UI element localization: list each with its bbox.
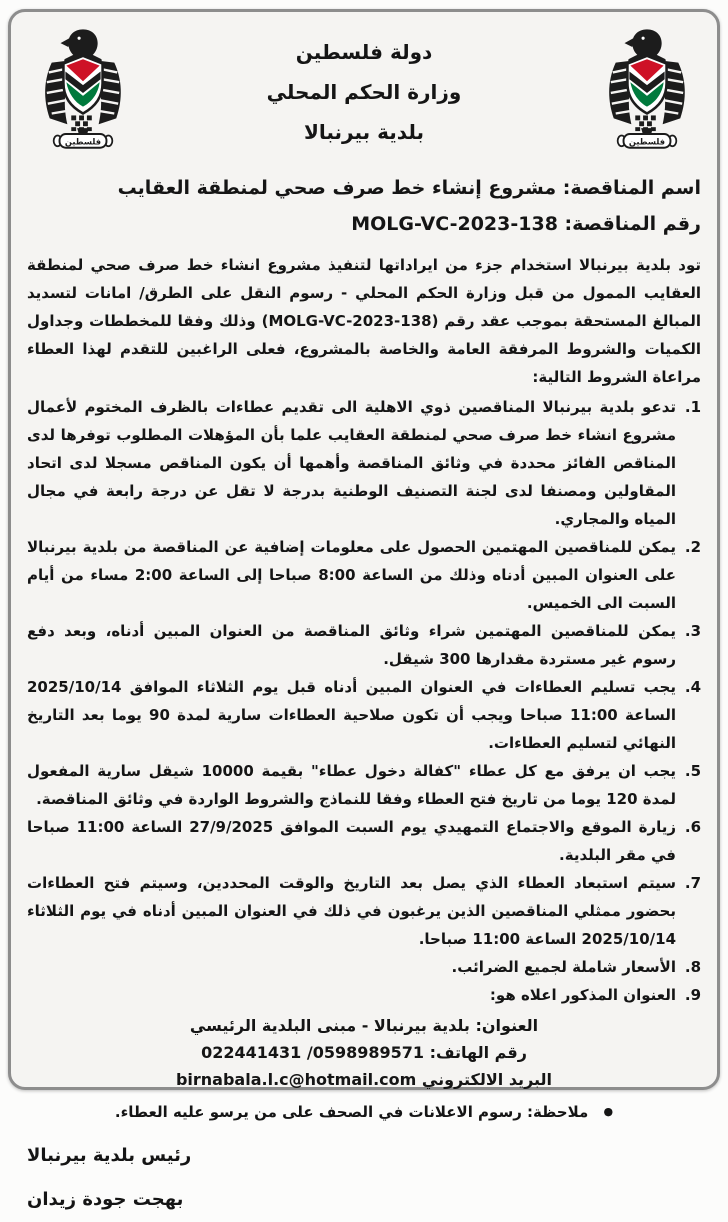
emblem-banner-text: فلسطين [64,136,102,147]
condition-number: 3. [684,622,701,640]
signature-title: رئيس بلدية بيرنبالا [27,1145,192,1166]
conditions-list [27,393,701,1009]
note-line [27,1100,701,1124]
condition-item [27,869,701,953]
email-address: birnabala.l.c@hotmail.com [175,1070,417,1089]
signature-name: بهجت جودة زيدان [27,1189,184,1210]
contact-address: العنوان: بلدية بيرنبالا - مبنى البلدية الرئيسي [189,1016,539,1035]
tender-number-line: رقم المناقصة: MOLG-VC-2023-138 [351,213,701,235]
condition-text: يمكن للمناقصين المهتمين شراء وثائق المناقصة من العنوان المبين أدناه، وبعد دفع رسوم غير مستردة مقدارها 300 شيقل. [27,622,676,668]
condition-text: العنوان المذكور اعلاه هو: [489,986,676,1004]
tender-name-line: اسم المناقصة: مشروع إنشاء خط صرف صحي لمنطقة العقايب [117,177,701,199]
condition-number: 5. [684,762,701,780]
condition-number: 8. [684,958,701,976]
emblem-banner-text: فلسطين [628,136,666,147]
condition-item [27,533,701,617]
condition-item [27,953,701,981]
header-titles [27,22,701,144]
condition-text: يجب تسليم العطاءات في العنوان المبين أدناه قبل يوم الثلاثاء الموافق 2025/10/14 الساعة 11:00 صباحا ويجب أن تكون صلاحية العطاءات سارية لمدة 90 يوما بعد التاريخ النهائي لتسليم العطاءات. [27,678,676,752]
condition-number: 9. [684,986,701,1004]
announcement-card [8,9,720,1210]
condition-item [27,673,701,757]
contact-email-line [27,1066,701,1093]
intro-paragraph: تود بلدية بيرنبالا استخدام جزء من ايراداتها لتنفيذ مشروع انشاء خط صرف صحي لمنطقة العقايب الممول من قبل وزارة الحكم المحلي - رسوم النقل على الطرق/ امانات لتسديد المبالغ المستحقة بموجب عقد رقم (MOLG-VC-2023-138) وذلك وفقا للمخططات وجداول الكميات والشروط المرفقة العامة والخاصة بالمشروع، فعلى الراغبين للتقدم لهذا العطاء مراعاة الشروط التالية: [27,256,701,386]
ministry-title: وزارة الحكم المحلي [266,80,462,104]
condition-number: 7. [684,874,701,892]
condition-number: 6. [684,818,701,836]
condition-item [27,813,701,869]
condition-text: يجب ان يرفق مع كل عطاء "كفالة دخول عطاء" بقيمة 10000 شيقل سارية المفعول لمدة 120 يوما من تاريخ فتح العطاء وفقا للنماذج والشروط الواردة في وثائق المناقصة. [27,762,676,808]
note-text: ملاحظة: رسوم الاعلانات في الصحف على من يرسو عليه العطاء. [114,1103,589,1121]
condition-number: 2. [684,538,701,556]
condition-text: يمكن للمناقصين المهتمين الحصول على معلومات إضافية عن المناقصة من بلدية بيرنبالا على العنوان المبين أدناه وذلك من الساعة 8:00 صباحا إلى الساعة 2:00 مساء من أيام السبت الى الخميس. [27,538,676,612]
condition-text: سيتم استبعاد العطاء الذي يصل بعد التاريخ والوقت المحددين، وسيتم فتح العطاءات بحضور ممثلي المناقصين الذين يرغبون في ذلك في العنوان المبين أدناه في يوم الثلاثاء 2025/10/14 الساعة 11:00 صباحا. [27,874,676,948]
condition-text: زيارة الموقع والاجتماع التمهيدي يوم السبت الموافق 27/9/2025 الساعة 11:00 صباحا في مقر البلدية. [27,818,676,864]
contact-phone: رقم الهاتف: 0598989571/ 022441431 [201,1043,527,1062]
condition-item [27,617,701,673]
condition-item [27,981,701,1009]
condition-item [27,393,701,533]
palestine-coat-of-arms-icon [603,26,691,156]
condition-item [27,757,701,813]
tender-heading [27,170,701,242]
contact-block [27,1012,701,1093]
condition-number: 1. [684,398,701,416]
condition-number: 4. [684,678,701,696]
bullet-icon: ● [603,1105,614,1118]
state-title: دولة فلسطين [295,40,433,64]
signature-block [27,1134,701,1222]
document-header [27,22,701,170]
municipality-title: بلدية بيرنبالا [303,120,425,144]
condition-text: تدعو بلدية بيرنبالا المناقصين ذوي الاهلية الى تقديم عطاءات بالظرف المختوم لأعمال مشروع انشاء خط صرف صحي لمنطقة العقايب علما بأن المؤهلات المطلوب توفرها لدى المناقص الفائز محددة في وثائق المناقصة وأهمها أن يكون المناقص مسجلا لدى اتحاد المقاولين ومصنفا لدى لجنة التصنيف الوطنية بدرجة لا تقل عن درجة رابعة في مجال المياه والمجاري. [27,398,676,528]
email-label: البريد الالكتروني [421,1070,553,1089]
condition-text: الأسعار شاملة لجميع الضرائب. [451,958,676,976]
palestine-coat-of-arms-icon [39,26,127,156]
